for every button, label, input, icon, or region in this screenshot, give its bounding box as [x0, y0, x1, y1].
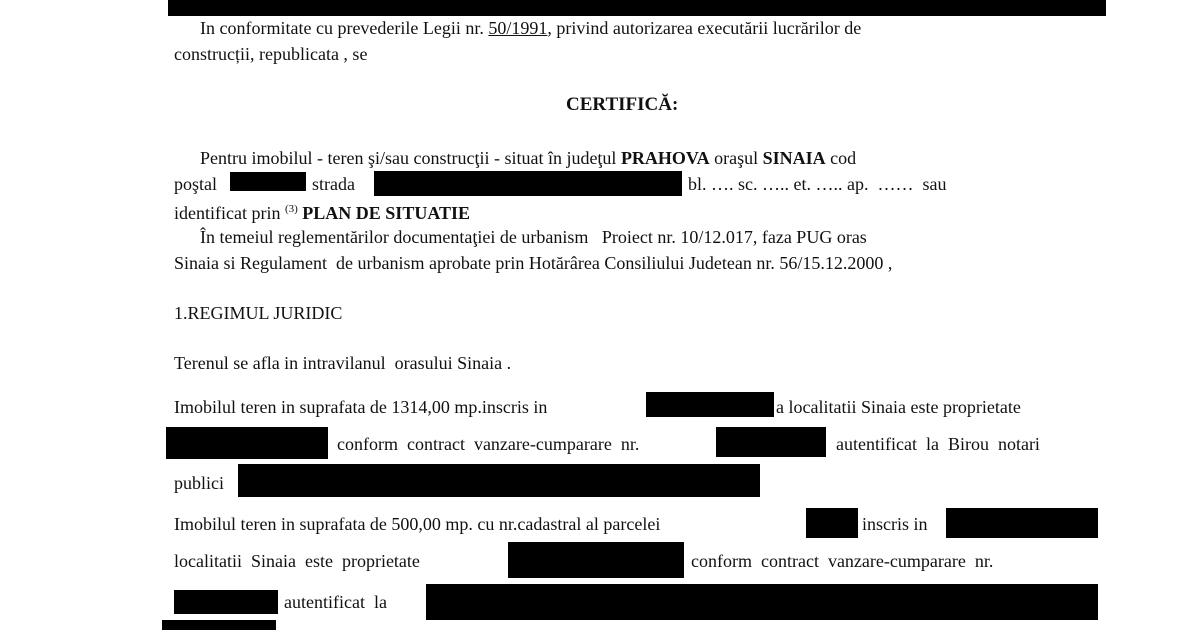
property-prefix: Pentru imobilul - teren şi/sau construcţii - situat în judeţul [200, 148, 617, 168]
p3-line-1a: Imobilul teren in suprafata de 500,00 mp. cu nr.cadastral al parcelei [174, 514, 661, 534]
intro-line-2: construcții, republicata , se [174, 44, 368, 64]
redaction-bar [174, 590, 278, 614]
footnote-marker: (3) [284, 203, 298, 215]
street-label: strada [312, 174, 355, 194]
county-name: PRAHOVA [620, 148, 710, 168]
p3-line-2a: localitatii Sinaia este proprietate [174, 551, 420, 571]
intro-text: In conformitate cu prevederile Legii nr. [200, 18, 484, 38]
p2-line-1a: Imobilul teren in suprafata de 1314,00 mp.inscris in [174, 397, 548, 417]
law-reference: 50/1991 [488, 18, 548, 38]
identified-prefix: identificat prin [174, 203, 281, 223]
p2-line-3: publici [174, 473, 224, 493]
redaction-bar [162, 620, 276, 630]
redaction-bar [238, 464, 760, 497]
identified-line [174, 198, 470, 224]
town-name: SINAIA [762, 148, 826, 168]
p3-line-1b: inscris in [862, 514, 928, 534]
p2-line-1b: a localitatii Sinaia este proprietate [776, 397, 1021, 417]
plan-document: PLAN DE SITUATIE [302, 203, 471, 223]
redaction-bar [230, 172, 306, 191]
basis-line-1: În temeiul reglementărilor documentaţiei de urbanism Proiect nr. 10/12.017, faza PUG oras [200, 227, 867, 247]
redaction-bar [946, 508, 1098, 538]
paragraph-1: Terenul se afla in intravilanul orasului Sinaia . [174, 353, 512, 373]
p3-line-3: autentificat la [284, 592, 387, 612]
section-title: 1.REGIMUL JURIDIC [174, 303, 343, 323]
certifies-heading: CERTIFICĂ: [566, 94, 679, 115]
redaction-bar [168, 0, 1106, 16]
intro-line-1 [200, 17, 861, 39]
p3-line-2b: conform contract vanzare-cumparare nr. [691, 551, 994, 571]
town-label: oraşul [714, 148, 759, 168]
redaction-bar [166, 427, 328, 459]
cod-label: cod [830, 148, 857, 168]
address-fields: bl. …. sc. ….. et. ….. ap. [688, 174, 869, 194]
p2-line-2b: autentificat la Birou notari [836, 434, 1040, 454]
property-line-1 [200, 147, 856, 169]
redaction-bar [806, 508, 858, 538]
redaction-bar [716, 427, 826, 457]
redaction-bar [374, 171, 682, 196]
p2-line-2a: conform contract vanzare-cumparare nr. [337, 434, 640, 454]
postal-label: poştal [174, 174, 217, 194]
address-details [688, 173, 946, 195]
redaction-bar [646, 392, 774, 417]
redaction-bar [508, 542, 684, 578]
redaction-bar [426, 584, 1098, 620]
address-ellipsis: …… [877, 174, 914, 194]
intro-text-cont: , privind autorizarea executării lucrărilor de [547, 18, 862, 38]
or-word: sau [922, 174, 947, 194]
basis-line-2: Sinaia si Regulament de urbanism aprobate prin Hotărârea Consiliului Judetean nr. 56/15.12.2000 , [174, 253, 893, 273]
